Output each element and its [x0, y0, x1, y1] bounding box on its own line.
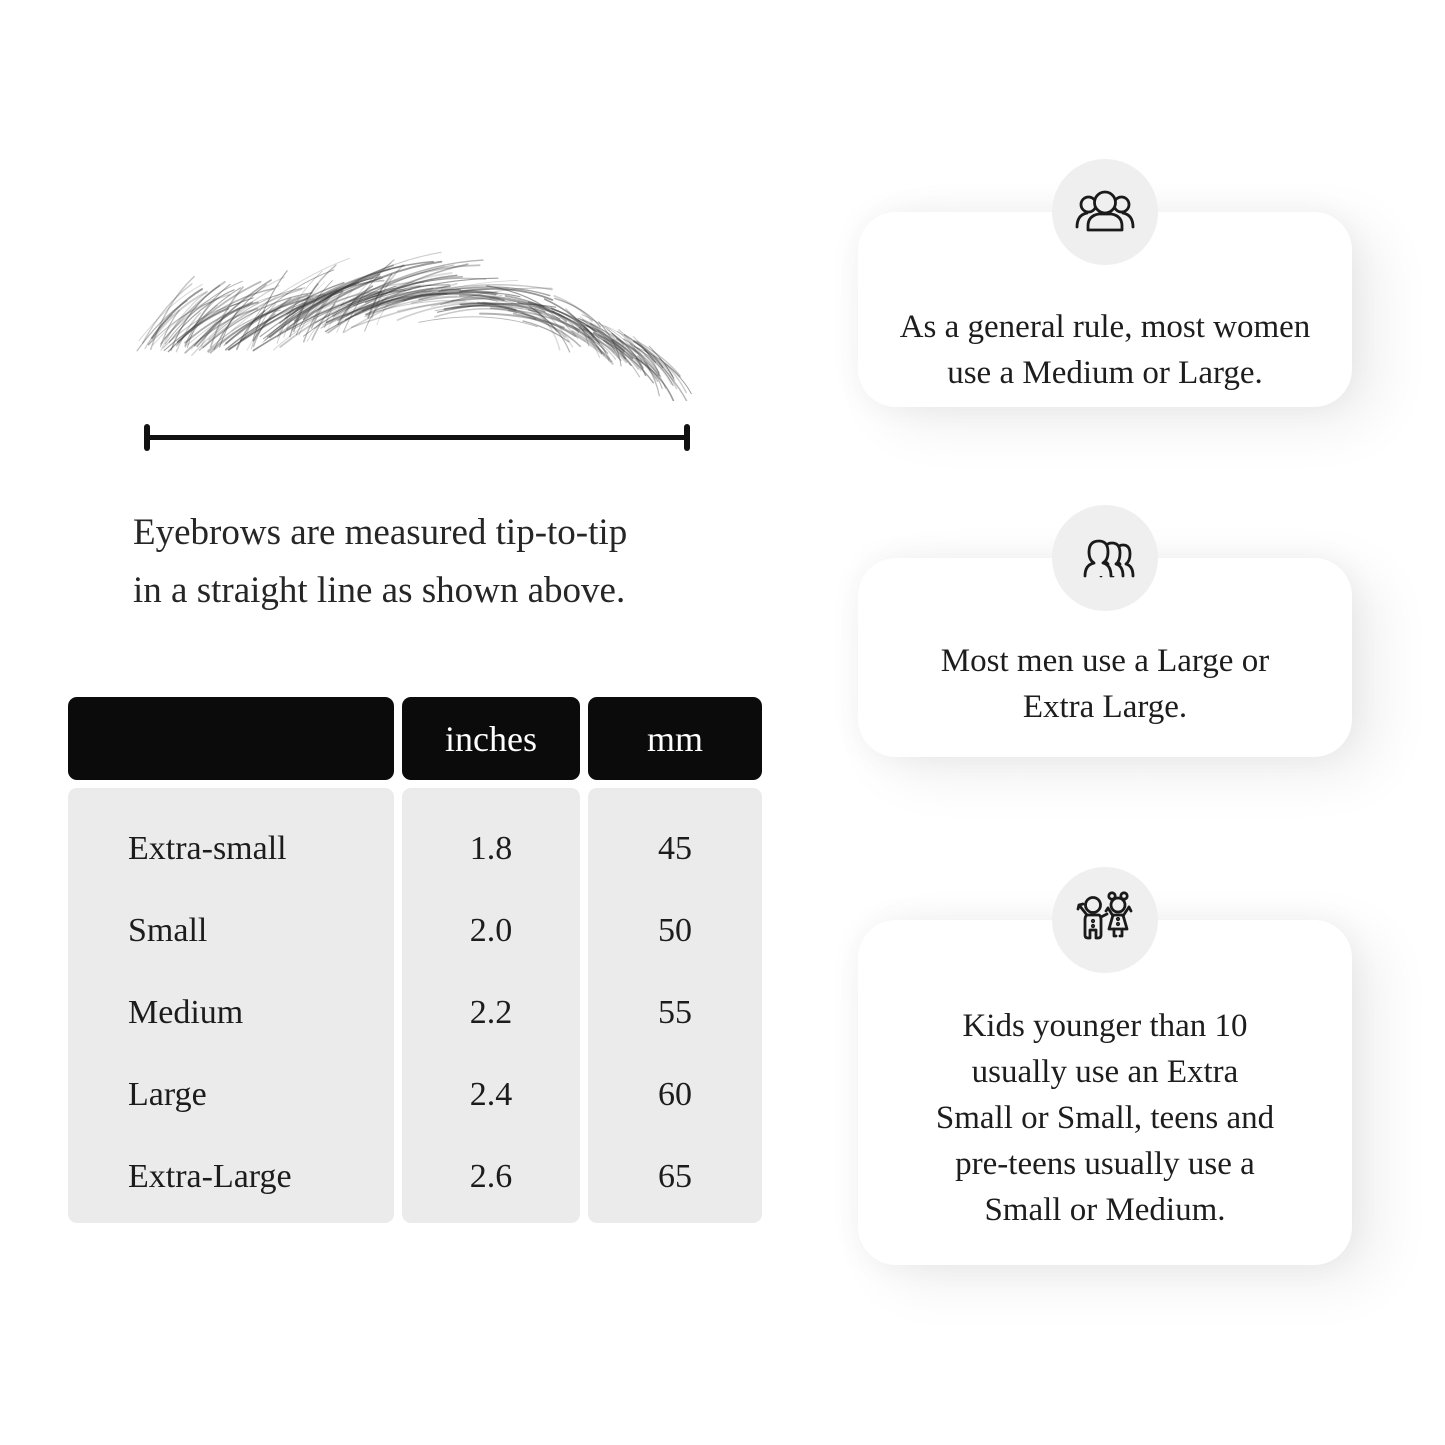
table-cell-label: Large: [128, 1076, 207, 1113]
card-text: [900, 304, 1311, 396]
table-cell-label: Extra-small: [128, 830, 287, 867]
card-women: [858, 212, 1352, 407]
table-cell-inches: 1.8: [469, 830, 513, 867]
caption-line: in a straight line as shown above.: [133, 570, 626, 611]
table-header-blank: [68, 697, 394, 780]
measurement-line: [140, 424, 694, 452]
table-column-labels: [68, 697, 394, 1223]
card-text: [941, 638, 1269, 730]
card-men: [858, 558, 1352, 757]
table-header-inches: inches: [402, 697, 580, 780]
eyebrow-illustration: [115, 243, 700, 401]
kids-icon: [1072, 887, 1138, 953]
table-body-inches: [402, 788, 580, 1223]
size-table: [68, 697, 762, 1223]
table-body-labels: [68, 788, 394, 1223]
card-text-line: Small or Medium.: [984, 1192, 1226, 1228]
card-icon-badge: [1052, 505, 1158, 611]
table-column-inches: [402, 697, 580, 1223]
card-text-line: pre-teens usually use a: [955, 1146, 1255, 1182]
table-cell-label: Medium: [128, 994, 244, 1031]
table-cell-inches: 2.2: [469, 994, 513, 1031]
table-cell-mm: 65: [658, 1158, 692, 1195]
table-cell-mm: 60: [658, 1076, 692, 1113]
caption-line: Eyebrows are measured tip-to-tip: [133, 512, 628, 553]
table-column-mm: [588, 697, 762, 1223]
card-text-line: usually use an Extra: [971, 1054, 1239, 1090]
men-group-icon: [1072, 525, 1138, 591]
card-text-line: Kids younger than 10: [962, 1008, 1248, 1044]
card-text-line: As a general rule, most women: [899, 309, 1311, 345]
card-icon-badge: [1052, 867, 1158, 973]
table-cell-inches: 2.4: [469, 1076, 513, 1113]
table-header-mm: mm: [588, 697, 762, 780]
table-cell-mm: 55: [658, 994, 692, 1031]
card-text: [936, 1003, 1274, 1233]
table-cell-inches: 2.0: [469, 912, 513, 949]
table-cell-inches: 2.6: [469, 1158, 513, 1195]
women-group-icon: [1072, 179, 1138, 245]
card-text-line: Small or Small, teens and: [935, 1100, 1275, 1136]
table-cell-label: Small: [128, 912, 208, 949]
card-icon-badge: [1052, 159, 1158, 265]
table-cell-label: Extra-Large: [128, 1158, 292, 1195]
table-cell-mm: 45: [658, 830, 692, 867]
card-text-line: use a Medium or Large.: [947, 355, 1263, 391]
card-kids: [858, 920, 1352, 1265]
table-cell-mm: 50: [658, 912, 692, 949]
card-text-line: Most men use a Large or: [940, 643, 1270, 679]
table-body-mm: [588, 788, 762, 1223]
card-text-line: Extra Large.: [1022, 689, 1188, 725]
measurement-caption: [133, 504, 627, 620]
